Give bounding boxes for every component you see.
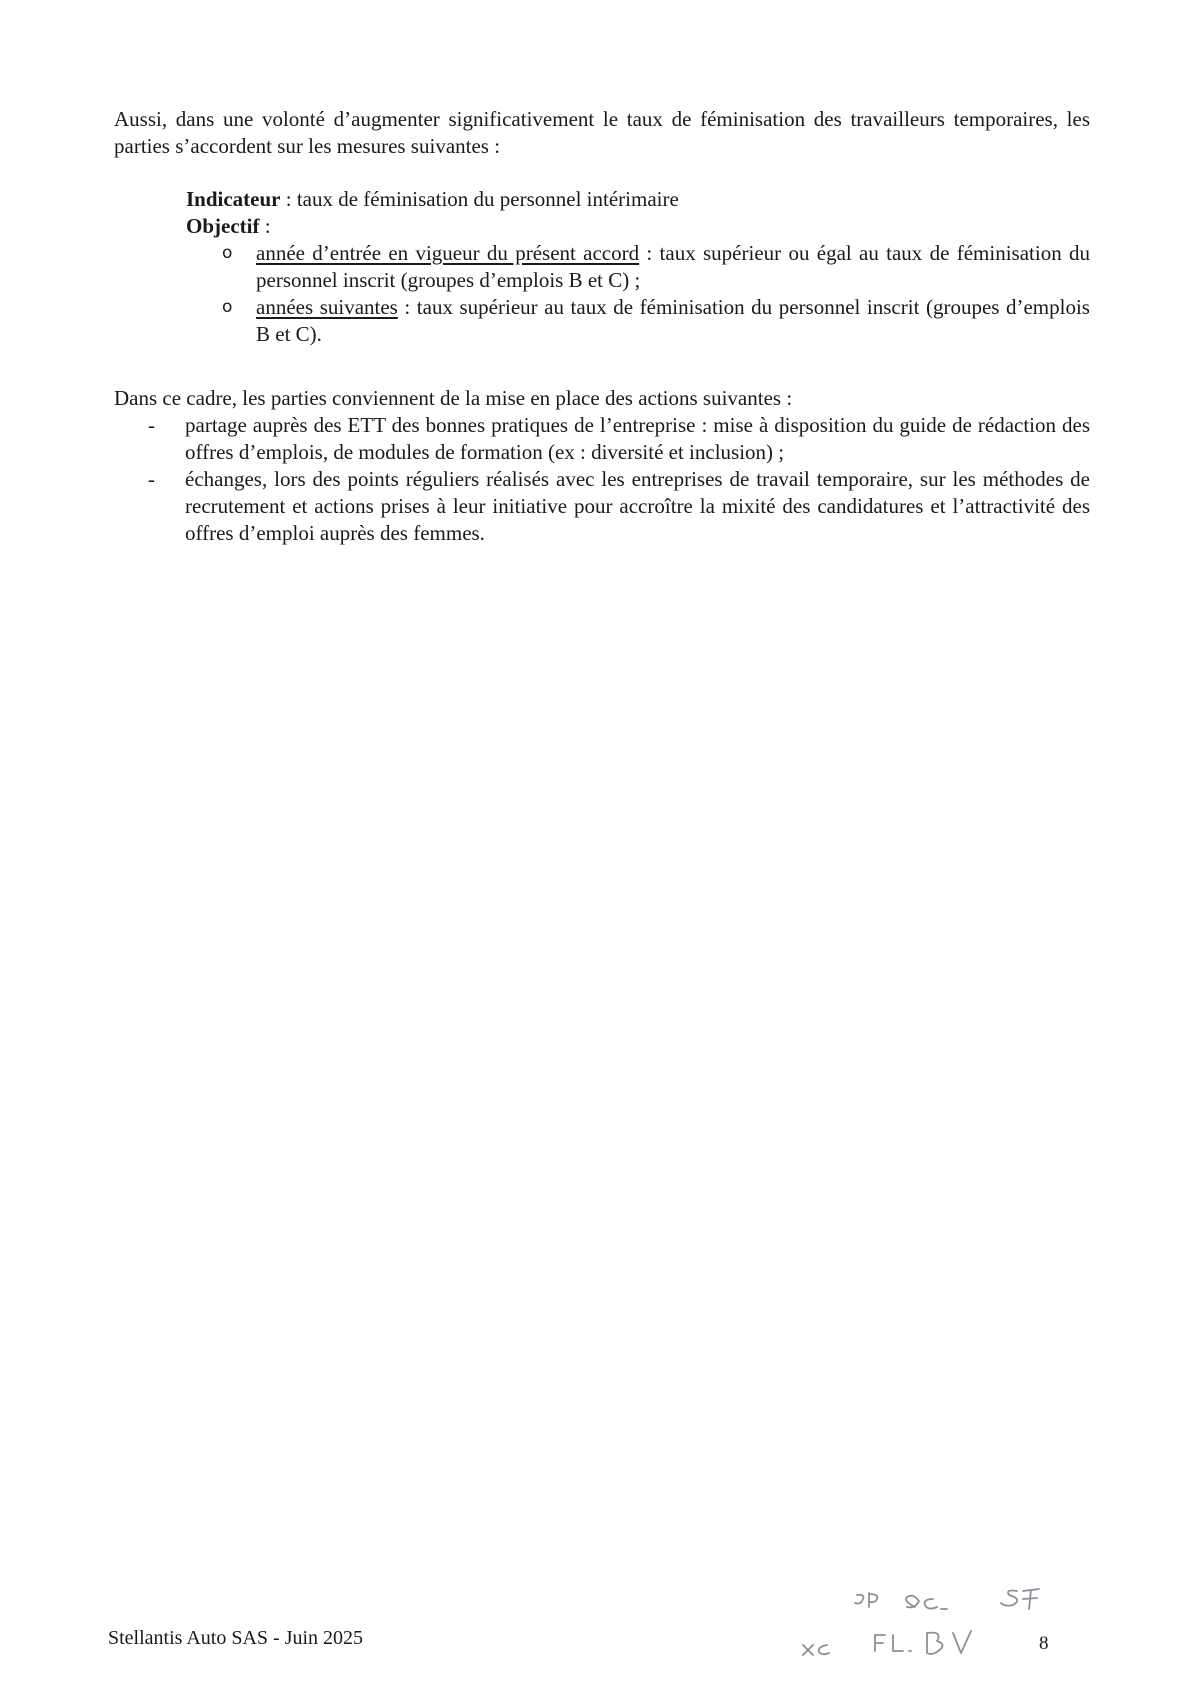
objective-list <box>114 240 1090 348</box>
indicator-text: : taux de féminisation du personnel intérimaire <box>280 187 679 211</box>
objective-item-text: : taux supérieur au taux de féminisation du personnel inscrit (groupes d’emplois B et C). <box>256 295 1090 346</box>
handwritten-initials-signature <box>795 1585 1075 1665</box>
objective-item-label: années suivantes <box>256 295 398 319</box>
dash-bullet-icon: - <box>148 413 155 437</box>
list-item <box>114 240 1090 294</box>
actions-list <box>114 412 1090 547</box>
circle-bullet-icon: o <box>222 297 233 317</box>
objective-label: Objectif <box>186 214 260 238</box>
dash-bullet-icon: - <box>148 467 155 491</box>
circle-bullet-icon: o <box>222 243 233 263</box>
footer-company-date: Stellantis Auto SAS - Juin 2025 <box>108 1627 364 1649</box>
list-item <box>114 466 1090 547</box>
objective-item-label: année d’entrée en vigueur du présent accord <box>256 241 640 265</box>
objective-item-text: : taux supérieur ou égal au taux de féminisation du personnel inscrit (groupes d’emplois B et C) ; <box>256 241 1090 292</box>
action-item-text: partage auprès des ETT des bonnes pratiques de l’entreprise : mise à disposition du guide de rédaction des offres d’emplois, de modules de formation (ex : diversité et inclusion) ; <box>185 413 1090 464</box>
indicator-line <box>186 186 1090 213</box>
action-item-text: échanges, lors des points réguliers réalisés avec les entreprises de travail temporaire, sur les méthodes de recrutement et actions prises à leur initiative pour accroître la mixité des candidatures et l’attractivité des offres d’emploi auprès des femmes. <box>185 467 1090 545</box>
list-item <box>114 412 1090 466</box>
actions-section <box>114 385 1090 547</box>
list-item <box>114 294 1090 348</box>
objective-line <box>186 213 1090 240</box>
page-number: 8 <box>1039 1633 1049 1654</box>
indicator-label: Indicateur <box>186 187 281 211</box>
actions-intro: Dans ce cadre, les parties conviennent de la mise en place des actions suivantes : <box>114 386 793 410</box>
intro-paragraph: Aussi, dans une volonté d’augmenter significativement le taux de féminisation des travailleurs temporaires, les parties s’accordent sur les mesures suivantes : <box>114 107 1090 158</box>
measures-section <box>186 186 1090 348</box>
objective-suffix: : <box>259 214 271 238</box>
